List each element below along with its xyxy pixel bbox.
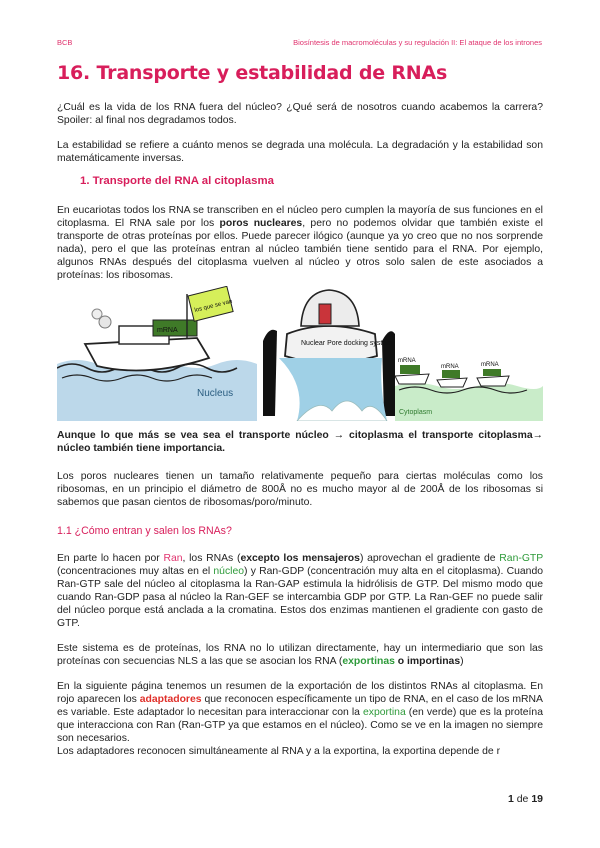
nucleus-label: Nucleus [197,388,234,399]
pore-label: Nuclear Pore docking system [301,340,393,347]
small-boat-label: mRNA [398,358,416,364]
page-title: 16. Transporte y estabilidad de RNAs [57,62,448,84]
stability-paragraph: La estabilidad se refiere a cuánto menos se degrada una molécula. La degradación y la estabilidad son matemáticamente inversas. [57,140,543,164]
pore-door [319,304,331,324]
pores-paragraph: Los poros nucleares tienen un tamaño relativamente pequeño para ciertas moléculas como los ribosomas, en un principio el diámetro de 800Å no es mucho mayor al de 200Å de los ribosomas si sabemos que pasan cientos de ribosomas/poro/minuto. [57,471,543,508]
intro-paragraph: ¿Cuál es la vida de los RNA fuera del núcleo? ¿Qué será de nosotros cuando acabemos la carrera? Spoiler: al final nos degradamos todos. [57,102,543,126]
header-course: BCB [57,38,73,47]
page-content [57,62,543,758]
small-mrna [400,365,420,374]
transport-illustration [57,286,543,421]
subsection-heading: 1.1 ¿Cómo entran y salen los RNAs? [57,525,232,537]
bold-statement: Aunque lo que más se vea sea el transporte núcleo → citoplasma el transporte citoplasma→ núcleo también tiene importancia. [57,430,543,454]
pore-left-pillar [263,330,277,416]
ran-paragraph: En parte lo hacen por Ran, los RNAs (excepto los mensajeros) aprovechan el gradiente de Ran-GTP (concentraciones muy altas en el núcleo) y Ran-GDP (concentración muy alta en el citoplasma). Cuando Ran-GTP sale del núcleo al citoplasma la Ran-GAP estimula la hidrólisis de GTP. Del mismo modo que cuando Ran-GDP pasa al núcleo la Ran-GEF se intercambia GDP por GTP. La Ran-GEF no puede salir del núcleo porque está anclada a la cromatina. Estos dos enzimas mantienen el gradiente con gasto de GTP. [57,553,544,629]
adaptors-paragraph: Los adaptadores reconocen simultáneamente al RNA y a la exportina, la exportina depende de r [57,746,501,757]
small-boat-label: mRNA [441,364,459,370]
small-boat [437,378,467,387]
small-boat [477,376,509,386]
small-boat [395,374,429,384]
section-heading-transport: 1. Transporte del RNA al citoplasma [80,175,274,187]
page-number: 1 de 19 [507,793,543,805]
smoke-puff [92,309,102,319]
small-mrna [483,369,501,376]
summary-paragraph: En la siguiente página tenemos un resumen de la exportación de los distintos RNAs al citoplasma. En rojo aparecen los adaptadores que reconocen específicamente un tipo de RNA, en el caso de los mRNA es variable. Este adaptador lo necesitan para interaccionar con la exportina (en verde) que es la proteína que interacciona con Ran (Ran-GTP ya que estamos en el núcleo). Como se ve en la imagen no siempre son necesarios. [57,681,543,744]
flag-text: los que se van [194,298,234,314]
system-paragraph: Este sistema es de proteínas, los RNA no lo utilizan directamente, hay un intermediario que son las proteínas con secuencias NLS a las que se asocian los RNA (exportinas o importinas) [57,643,543,667]
boat-cartoon [57,286,543,421]
small-mrna [442,370,460,378]
eukaryote-paragraph: En eucariotas todos los RNA se transcriben en el núcleo pero cumplen la mayoría de sus funciones en el citoplasma. El RNA sale por los poros nucleares, pero no podemos olvidar que también existe el transporte de otras proteínas por ellos. Puede parecer ilógico (aunque ya yo creo que no nos sorprende nada), pero el que las proteínas entran al núcleo también tiene sentido para el RNA. Por ejemplo, algunos RNAs después del citoplasma vuelven al núcleo y otros solo salen de este asociados a proteínas: los ribosomas. [57,205,543,281]
ship-mrna-label: mRNA [157,327,178,334]
cytoplasm-label: Cytoplasm [399,409,433,416]
small-boat-label: mRNA [481,362,499,368]
header-topic: Biosíntesis de macromoléculas y su regulación II: El ataque de los intrones [293,38,542,47]
